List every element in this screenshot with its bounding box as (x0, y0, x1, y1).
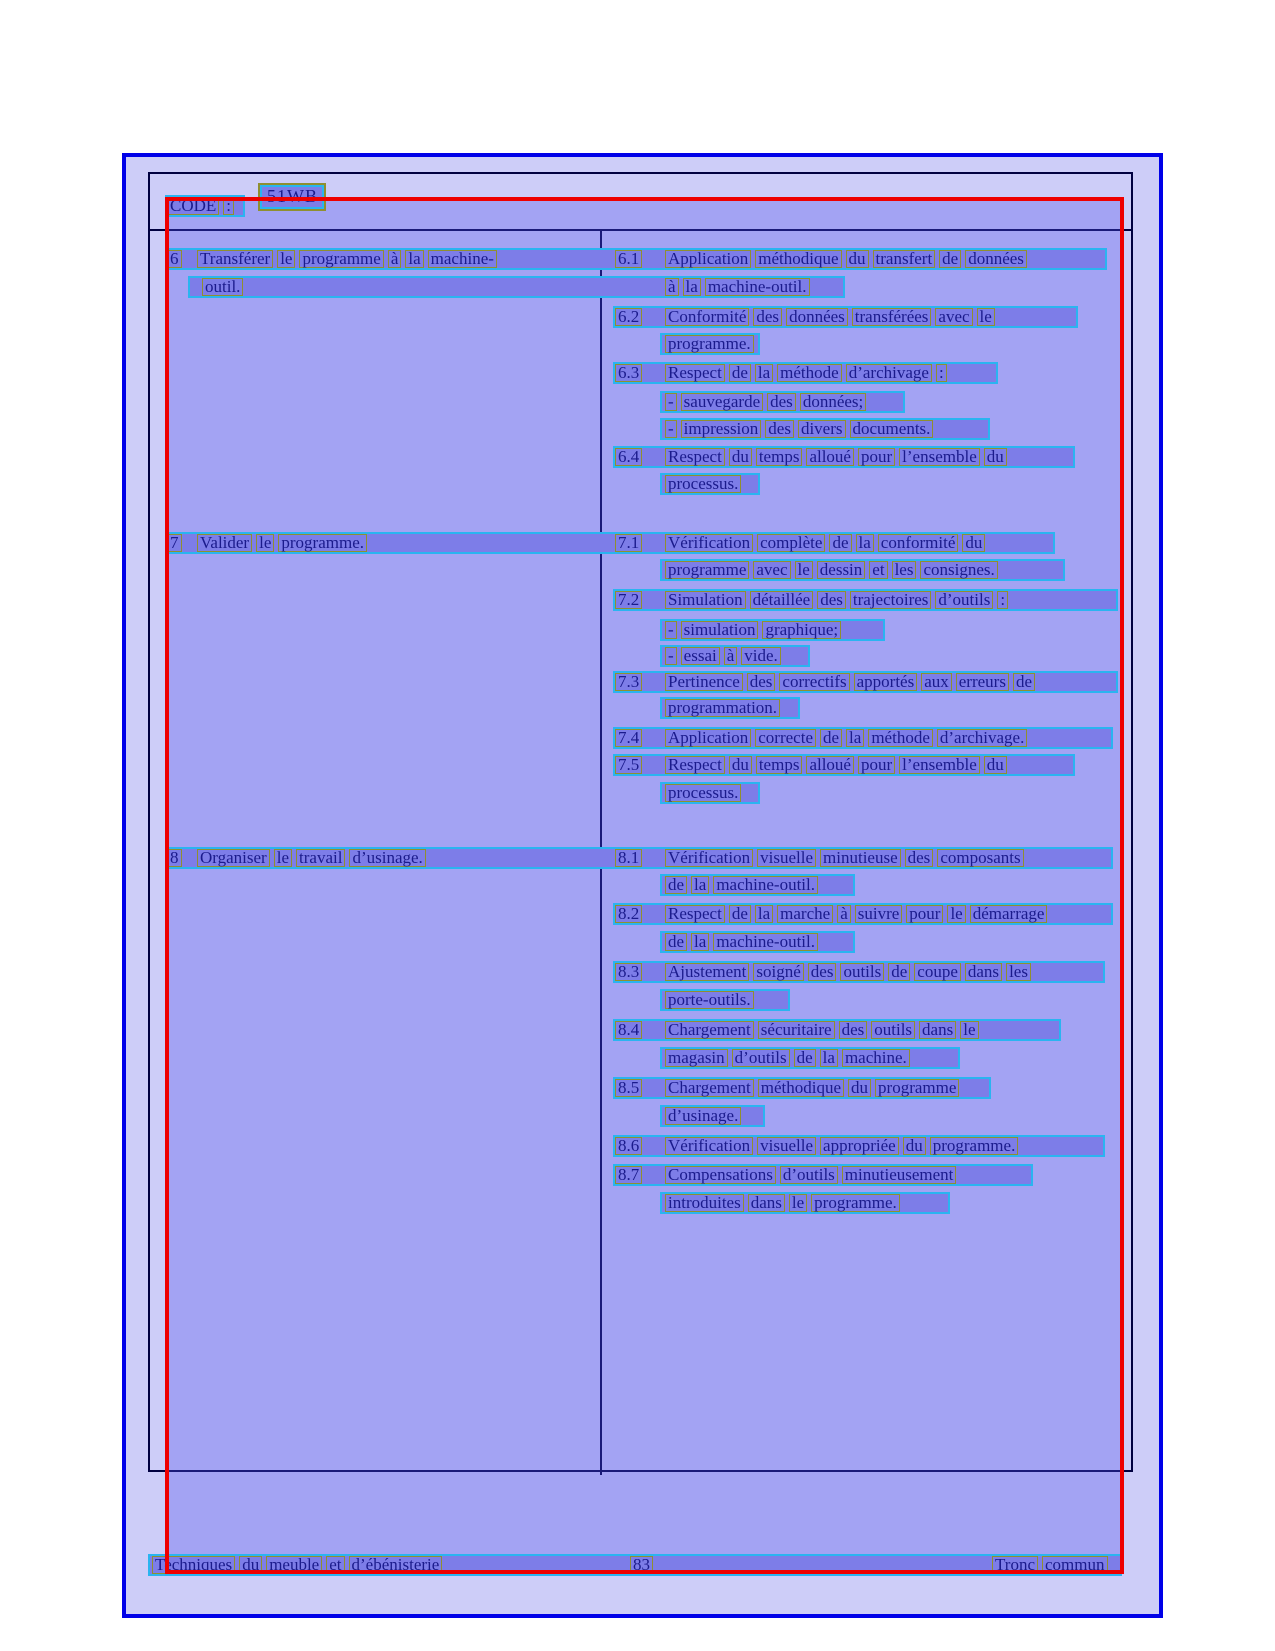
ocr-word: Valider (197, 534, 252, 552)
ocr-word: méthode (777, 364, 842, 382)
ocr-word: documents. (850, 420, 934, 438)
ocr-word: des (753, 308, 782, 326)
ocr-word: des (808, 963, 837, 981)
ocr-word: avec (935, 308, 972, 326)
ocr-word: commun (1042, 1556, 1108, 1574)
ocr-word: de (888, 963, 910, 981)
ocr-word: : (936, 364, 947, 382)
ocr-word: pour (858, 756, 895, 774)
ocr-word: sauvegarde (681, 393, 763, 411)
ocr-word: du (239, 1556, 262, 1574)
ocr-word: visuelle (757, 1137, 816, 1155)
ocr-word: 83 (630, 1556, 653, 1574)
ocr-word: suivre (855, 905, 903, 923)
ocr-word: transfert (873, 250, 936, 268)
ocr-word: programme (875, 1079, 959, 1097)
ocr-word: du (729, 756, 752, 774)
ocr-word: d’outils (780, 1166, 838, 1184)
ocr-word: 8.7 (615, 1166, 642, 1184)
ocr-word: Respect (665, 905, 725, 923)
ocr-word: Chargement (665, 1079, 754, 1097)
ocr-word: essai (681, 647, 720, 665)
ocr-word: la (755, 905, 773, 923)
ocr-word: des (817, 591, 846, 609)
ocr-word: divers (798, 420, 846, 438)
ocr-word: 51WB (267, 186, 318, 206)
ocr-word: d’usinage. (665, 1107, 741, 1125)
ocr-word: 6.2 (615, 308, 642, 326)
ocr-word: et (869, 561, 887, 579)
ocr-word: processus. (665, 475, 741, 493)
ocr-word: à (388, 250, 402, 268)
ocr-word: du (729, 448, 752, 466)
ocr-word: consignes. (920, 561, 997, 579)
ocr-word: le (274, 849, 292, 867)
ocr-word: travail (296, 849, 345, 867)
ocr-word: l’ensemble (899, 448, 980, 466)
ocr-word: Simulation (665, 591, 746, 609)
ocr-word: dans (919, 1021, 956, 1039)
ocr-word: - (665, 647, 677, 665)
ocr-word: correctifs (779, 673, 849, 691)
ocr-word: d’usinage. (349, 849, 425, 867)
ocr-word: le (795, 561, 813, 579)
ocr-word: coupe (914, 963, 961, 981)
ocr-word: à (724, 647, 738, 665)
ocr-word: machine. (842, 1049, 910, 1067)
ocr-word: - (665, 621, 677, 639)
ocr-word: du (984, 756, 1007, 774)
ocr-word: - (665, 420, 677, 438)
ocr-word: de (820, 729, 842, 747)
ocr-word: composants (937, 849, 1023, 867)
ocr-word: du (846, 250, 869, 268)
ocr-word: 8.4 (615, 1021, 642, 1039)
ocr-word: d’archivage (846, 364, 932, 382)
ocr-word: de (829, 534, 851, 552)
ocr-word: Tronc (992, 1556, 1038, 1574)
ocr-word: le (947, 905, 965, 923)
ocr-word: porte-outils. (665, 991, 754, 1009)
ocr-word: Application (665, 250, 751, 268)
ocr-word: Respect (665, 448, 725, 466)
ocr-word: et (326, 1556, 344, 1574)
ocr-word: machine-outil. (713, 876, 818, 894)
ocr-word: de (729, 364, 751, 382)
ocr-word: de (665, 933, 687, 951)
ocr-word: 7.4 (615, 729, 642, 747)
ocr-word: temps (756, 448, 803, 466)
ocr-word: d’ébénisterie (349, 1556, 443, 1574)
ocr-word: Respect (665, 364, 725, 382)
ocr-word: la (755, 364, 773, 382)
ocr-word: Vérification (665, 849, 753, 867)
ocr-word: données (965, 250, 1027, 268)
ocr-word: 6.3 (615, 364, 642, 382)
ocr-word: dans (965, 963, 1002, 981)
ocr-word: de (794, 1049, 816, 1067)
ocr-word: outil. (202, 278, 243, 296)
ocr-word: la (405, 250, 423, 268)
ocr-word: CODE (167, 197, 219, 215)
ocr-word: outils (840, 963, 884, 981)
ocr-word: le (256, 534, 274, 552)
ocr-word: 8.3 (615, 963, 642, 981)
ocr-word: vide. (741, 647, 781, 665)
ocr-word: 6 (167, 250, 182, 268)
ocr-word: méthode (868, 729, 933, 747)
ocr-word: Vérification (665, 534, 753, 552)
ocr-word: visuelle (757, 849, 816, 867)
ocr-word: des (747, 673, 776, 691)
ocr-word: méthodique (758, 1079, 844, 1097)
ocr-word: Conformité (665, 308, 749, 326)
ocr-word: dans (748, 1194, 785, 1212)
ocr-word: programme. (930, 1137, 1019, 1155)
ocr-word: Ajustement (665, 963, 749, 981)
ocr-word: du (962, 534, 985, 552)
ocr-word: les (892, 561, 917, 579)
ocr-word: complète (757, 534, 825, 552)
ocr-word: la (691, 876, 709, 894)
ocr-word: Chargement (665, 1021, 754, 1039)
ocr-word: Compensations (665, 1166, 776, 1184)
ocr-word: du (984, 448, 1007, 466)
ocr-word: 8 (167, 849, 182, 867)
ocr-word: de (665, 876, 687, 894)
ocr-word: temps (756, 756, 803, 774)
ocr-word: Application (665, 729, 751, 747)
ocr-word: la (683, 278, 701, 296)
ocr-word: des (765, 420, 794, 438)
ocr-word: 7.2 (615, 591, 642, 609)
ocr-word: meuble (266, 1556, 322, 1574)
ocr-word: 6.1 (615, 250, 642, 268)
ocr-word: magasin (665, 1049, 728, 1067)
ocr-word: machine-outil. (705, 278, 810, 296)
ocr-word: la (820, 1049, 838, 1067)
ocr-word: à (665, 278, 679, 296)
ocr-word: d’outils (732, 1049, 790, 1067)
ocr-word: la (691, 933, 709, 951)
ocr-word: 8.2 (615, 905, 642, 923)
ocr-word: 8.1 (615, 849, 642, 867)
ocr-word: le (960, 1021, 978, 1039)
ocr-word: Organiser (197, 849, 270, 867)
ocr-word: d’archivage. (937, 729, 1027, 747)
ocr-word: Respect (665, 756, 725, 774)
ocr-word: transférées (852, 308, 932, 326)
ocr-word: soigné (753, 963, 803, 981)
ocr-word: données (786, 308, 848, 326)
ocr-word: Vérification (665, 1137, 753, 1155)
ocr-word: : (997, 591, 1008, 609)
ocr-word: l’ensemble (899, 756, 980, 774)
ocr-word: marche (777, 905, 833, 923)
ocr-word: détaillée (750, 591, 814, 609)
ocr-word: : (223, 197, 234, 215)
ocr-word: Techniques (152, 1556, 235, 1574)
ocr-word: 8.6 (615, 1137, 642, 1155)
ocr-word: des (767, 393, 796, 411)
ocr-word: pour (858, 448, 895, 466)
ocr-word: machine- (428, 250, 497, 268)
ocr-word: pour (906, 905, 943, 923)
ocr-word: programme (665, 561, 749, 579)
ocr-word: trajectoires (850, 591, 932, 609)
ocr-word: du (903, 1137, 926, 1155)
ocr-word: le (977, 308, 995, 326)
ocr-word: 7.5 (615, 756, 642, 774)
ocr-word: minutieuse (820, 849, 901, 867)
ocr-word: avec (753, 561, 790, 579)
ocr-word: le (789, 1194, 807, 1212)
ocr-word: alloué (806, 448, 854, 466)
ocr-word: programme (299, 250, 383, 268)
ocr-word: aux (921, 673, 952, 691)
ocr-word: 7.1 (615, 534, 642, 552)
ocr-word: données; (800, 393, 866, 411)
ocr-word: des (839, 1021, 868, 1039)
ocr-word: programme. (811, 1194, 900, 1212)
ocr-word: Pertinence (665, 673, 743, 691)
ocr-word: le (277, 250, 295, 268)
ocr-word: du (848, 1079, 871, 1097)
ocr-word: la (856, 534, 874, 552)
ocr-word: 6.4 (615, 448, 642, 466)
ocr-word: introduites (665, 1194, 744, 1212)
ocr-word: minutieusement (842, 1166, 957, 1184)
ocr-word: outils (871, 1021, 915, 1039)
ocr-word: processus. (665, 784, 741, 802)
ocr-word: les (1006, 963, 1031, 981)
ocr-word: 8.5 (615, 1079, 642, 1097)
ocr-word: graphique; (762, 621, 841, 639)
ocr-word: de (939, 250, 961, 268)
ocr-word: d’outils (935, 591, 993, 609)
ocr-word: simulation (681, 621, 759, 639)
ocr-word: apportés (854, 673, 918, 691)
ocr-word: 7.3 (615, 673, 642, 691)
ocr-word: de (729, 905, 751, 923)
ocr-word: impression (681, 420, 762, 438)
ocr-word: conformité (878, 534, 959, 552)
ocr-word: programmation. (665, 699, 780, 717)
ocr-word: alloué (806, 756, 854, 774)
ocr-word: 7 (167, 534, 182, 552)
ocr-word: erreurs (956, 673, 1009, 691)
ocr-word: correcte (755, 729, 816, 747)
ocr-word: à (837, 905, 851, 923)
ocr-word: dessin (817, 561, 866, 579)
ocr-word: méthodique (755, 250, 841, 268)
red-annotation-rectangle (165, 197, 1124, 1574)
ocr-word: des (905, 849, 934, 867)
ocr-word: de (1013, 673, 1035, 691)
ocr-word: programme. (278, 534, 367, 552)
ocr-word: la (846, 729, 864, 747)
ocr-word: programme. (665, 335, 754, 353)
ocr-word: démarrage (970, 905, 1048, 923)
ocr-word: appropriée (820, 1137, 899, 1155)
ocr-word: - (665, 393, 677, 411)
ocr-word: Transférer (197, 250, 273, 268)
ocr-word: sécuritaire (758, 1021, 835, 1039)
ocr-word: machine-outil. (713, 933, 818, 951)
